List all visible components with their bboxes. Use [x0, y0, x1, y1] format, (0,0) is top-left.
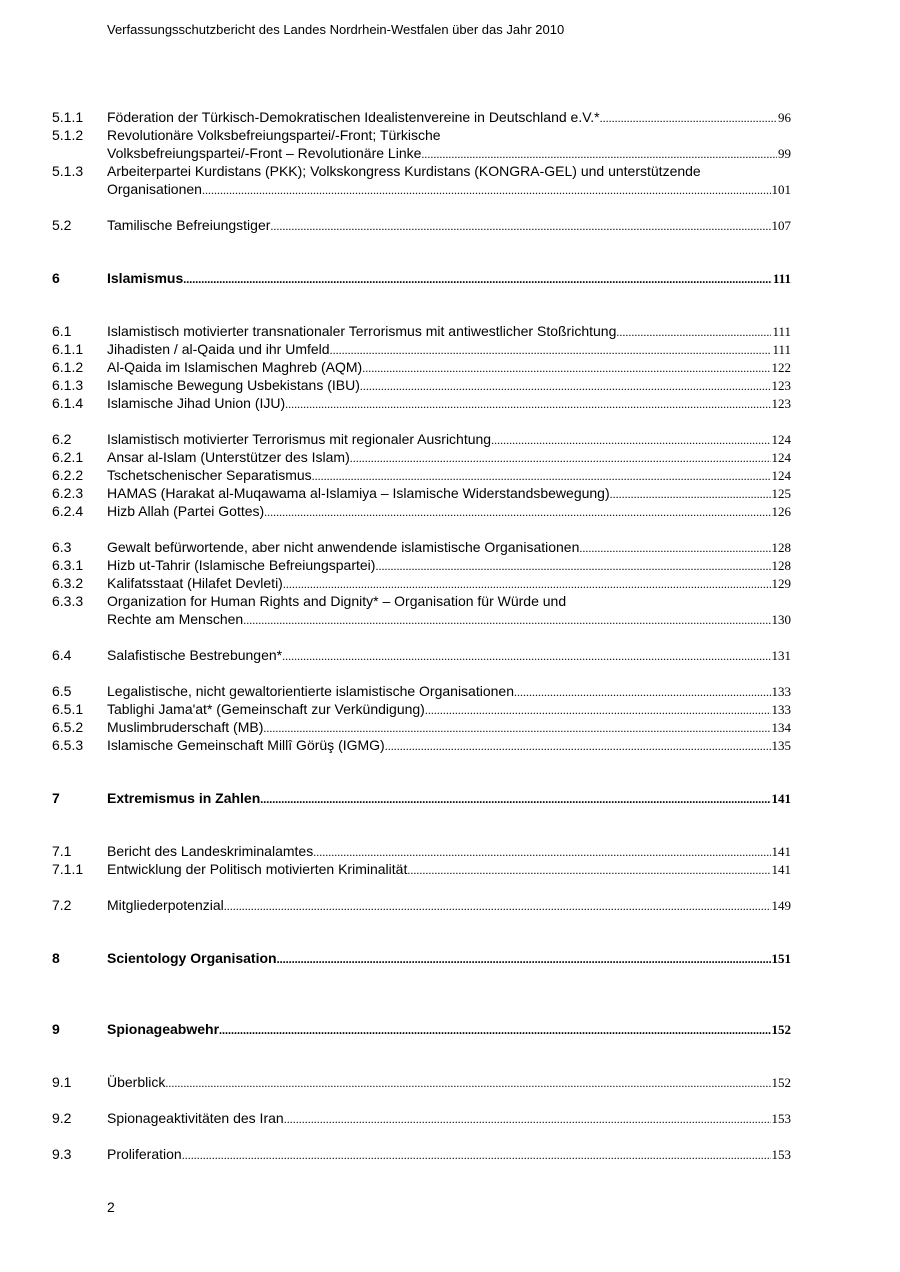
toc-page: 141: [771, 862, 791, 877]
toc-title: Überblick: [107, 1074, 166, 1090]
toc-page: 152: [771, 1022, 791, 1037]
toc-page: 135: [771, 738, 791, 753]
toc-page: 99: [778, 146, 791, 161]
toc-page: 107: [771, 218, 791, 233]
toc-title: Hizb Allah (Partei Gottes): [107, 503, 265, 519]
toc-leader: [260, 790, 770, 808]
toc-title: Al-Qaida im Islamischen Maghreb (AQM): [107, 359, 363, 375]
toc-title: Islamische Jihad Union (IJU): [107, 395, 286, 411]
toc-number: 6: [52, 270, 60, 286]
toc-leader: [183, 270, 772, 288]
toc-title: HAMAS (Harakat al-Muqawama al-Islamiya – Islamische Widerstandsbewegung): [107, 485, 610, 501]
toc-number: 7.1.1: [52, 861, 84, 877]
toc-number: 7.1: [52, 843, 72, 859]
toc-number: 6.1: [52, 323, 72, 339]
toc-leader: [579, 539, 770, 557]
toc-page: 133: [771, 702, 791, 717]
toc-number: 6.2.2: [52, 467, 84, 483]
toc-page: 153: [771, 1147, 791, 1162]
toc-leader: [610, 485, 771, 503]
toc-page: 131: [771, 648, 791, 663]
toc-number: 6.1.2: [52, 359, 84, 375]
toc-leader: [224, 897, 771, 915]
toc-leader: [277, 950, 771, 968]
toc-leader: [285, 395, 770, 413]
toc-title: Extremismus in Zahlen: [107, 790, 261, 806]
toc-leader: [282, 647, 770, 665]
toc-leader: [425, 701, 771, 719]
toc-page: 141: [771, 844, 791, 859]
toc-number: 6.1.3: [52, 377, 84, 393]
toc-number: 5.1.1: [52, 109, 84, 125]
toc-page: 96: [778, 110, 791, 125]
toc-title: Kalifatsstaat (Hilafet Devleti): [107, 575, 283, 591]
toc-number: 9.3: [52, 1146, 72, 1162]
toc-title: Mitgliederpotenzial: [107, 897, 224, 913]
toc-title: Bericht des Landeskriminalamtes: [107, 843, 314, 859]
toc-page: 153: [771, 1111, 791, 1126]
toc-title: Spionageabwehr: [107, 1021, 220, 1037]
toc-title: Spionageaktivitäten des Iran: [107, 1110, 284, 1126]
toc-page: 101: [771, 182, 791, 197]
toc-title: Hizb ut-Tahrir (Islamische Befreiungspartei): [107, 557, 376, 573]
toc-number: 6.2.1: [52, 449, 84, 465]
toc-number: 6.4: [52, 647, 72, 663]
toc-title: Jihadisten / al-Qaida und ihr Umfeld: [107, 341, 330, 357]
toc-title-line1: Arbeiterpartei Kurdistans (PKK); Volkskongress Kurdistans (KONGRA-GEL) und unterstützende: [107, 163, 701, 179]
toc-number: 6.5.3: [52, 737, 84, 753]
toc-leader: [362, 359, 770, 377]
toc-leader: [514, 683, 771, 701]
toc-page: 123: [771, 396, 791, 411]
toc-title-line1: Organization for Human Rights and Dignity* – Organisation für Würde und: [107, 593, 567, 609]
toc-page: 152: [771, 1075, 791, 1090]
toc-title: Salafistische Bestrebungen*: [107, 647, 283, 663]
toc-page: 111: [772, 271, 791, 286]
toc-leader: [284, 1110, 771, 1128]
toc-leader: [375, 557, 770, 575]
toc-title: Islamische Gemeinschaft Millî Görüş (IGMG): [107, 737, 385, 753]
toc-number: 5.1.3: [52, 163, 84, 179]
toc-leader: [182, 1146, 771, 1164]
toc-leader: [312, 467, 771, 485]
toc-number: 6.2.4: [52, 503, 84, 519]
toc-page: 111: [772, 342, 791, 357]
toc-leader: [202, 181, 771, 199]
toc-title-line1: Revolutionäre Volksbefreiungspartei/-Front; Türkische: [107, 127, 441, 143]
toc-title: Scientology Organisation: [107, 950, 277, 966]
toc-page: 141: [771, 791, 791, 806]
toc-title: Gewalt befürwortende, aber nicht anwendende islamistische Organisationen: [107, 539, 580, 555]
toc-leader: [421, 145, 777, 163]
toc-number: 6.1.4: [52, 395, 84, 411]
toc-number: 7.2: [52, 897, 72, 913]
toc-number: 6.3.2: [52, 575, 84, 591]
toc-title: Ansar al-Islam (Unterstützer des Islam): [107, 449, 350, 465]
toc-leader: [313, 843, 770, 861]
toc-title: Legalistische, nicht gewaltorientierte islamistische Organisationen: [107, 683, 514, 699]
toc-page: 124: [771, 468, 791, 483]
toc-leader: [350, 449, 771, 467]
toc-leader: [385, 737, 771, 755]
page-header: Verfassungsschutzbericht des Landes Nordrhein-Westfalen über das Jahr 2010: [107, 22, 565, 37]
toc-page: 130: [771, 612, 791, 627]
toc-title: Islamische Bewegung Usbekistans (IBU): [107, 377, 360, 393]
toc-leader: [360, 377, 771, 395]
toc-page: 123: [771, 378, 791, 393]
toc-number: 6.5.1: [52, 701, 84, 717]
toc-leader: [283, 575, 771, 593]
toc-page: 111: [772, 324, 791, 339]
toc-leader: [264, 503, 770, 521]
toc-page: 122: [771, 360, 791, 375]
toc-number: 8: [52, 950, 60, 966]
toc-leader: [243, 611, 770, 629]
toc-page: 128: [771, 540, 791, 555]
toc-leader: [330, 341, 772, 359]
toc-title: Tablighi Jama'at* (Gemeinschaft zur Verkündigung): [107, 701, 425, 717]
toc-title: Organisationen: [107, 181, 202, 197]
toc-number: 9.1: [52, 1074, 72, 1090]
toc-page: 125: [771, 486, 791, 501]
toc-number: 9: [52, 1021, 60, 1037]
toc-leader: [600, 109, 777, 127]
toc-page: 126: [771, 504, 791, 519]
page-number: 2: [107, 1199, 115, 1215]
toc-title: Muslimbruderschaft (MB): [107, 719, 264, 735]
toc-title: Tamilische Befreiungstiger: [107, 217, 271, 233]
toc-title: Rechte am Menschen: [107, 611, 244, 627]
toc-title: Entwicklung der Politisch motivierten Kriminalität: [107, 861, 408, 877]
toc-number: 7: [52, 790, 60, 806]
toc-title: Proliferation: [107, 1146, 182, 1162]
toc-leader: [491, 431, 770, 449]
toc-page: 149: [771, 898, 791, 913]
toc-number: 6.3.3: [52, 593, 84, 609]
toc-leader: [263, 719, 770, 737]
toc-page: 128: [771, 558, 791, 573]
toc-leader: [270, 217, 770, 235]
toc-title: Islamistisch motivierter Terrorismus mit regionaler Ausrichtung: [107, 431, 492, 447]
toc-page: 129: [771, 576, 791, 591]
toc-page: 133: [771, 684, 791, 699]
toc-title: Islamistisch motivierter transnationaler Terrorismus mit antiwestlicher Stoßrichtung: [107, 323, 617, 339]
toc-page: 124: [771, 450, 791, 465]
toc-leader: [165, 1074, 770, 1092]
toc-number: 9.2: [52, 1110, 72, 1126]
toc-number: 5.2: [52, 217, 72, 233]
toc-number: 6.1.1: [52, 341, 84, 357]
toc-title: Tschetschenischer Separatismus: [107, 467, 312, 483]
toc-title: Föderation der Türkisch-Demokratischen Idealistenvereine in Deutschland e.V.*: [107, 109, 600, 125]
toc-title: Islamismus: [107, 270, 184, 286]
toc-number: 6.3.1: [52, 557, 84, 573]
toc-page: 134: [771, 720, 791, 735]
toc-number: 6.3: [52, 539, 72, 555]
toc-number: 6.5.2: [52, 719, 84, 735]
toc-leader: [219, 1021, 770, 1039]
toc-page: 151: [771, 951, 791, 966]
toc-title: Volksbefreiungspartei/-Front – Revolutionäre Linke: [107, 145, 422, 161]
toc-number: 6.5: [52, 683, 72, 699]
toc-number: 6.2: [52, 431, 72, 447]
toc-number: 6.2.3: [52, 485, 84, 501]
toc-number: 5.1.2: [52, 127, 84, 143]
toc-leader: [616, 323, 771, 341]
toc-page: 124: [771, 432, 791, 447]
toc-leader: [407, 861, 770, 879]
